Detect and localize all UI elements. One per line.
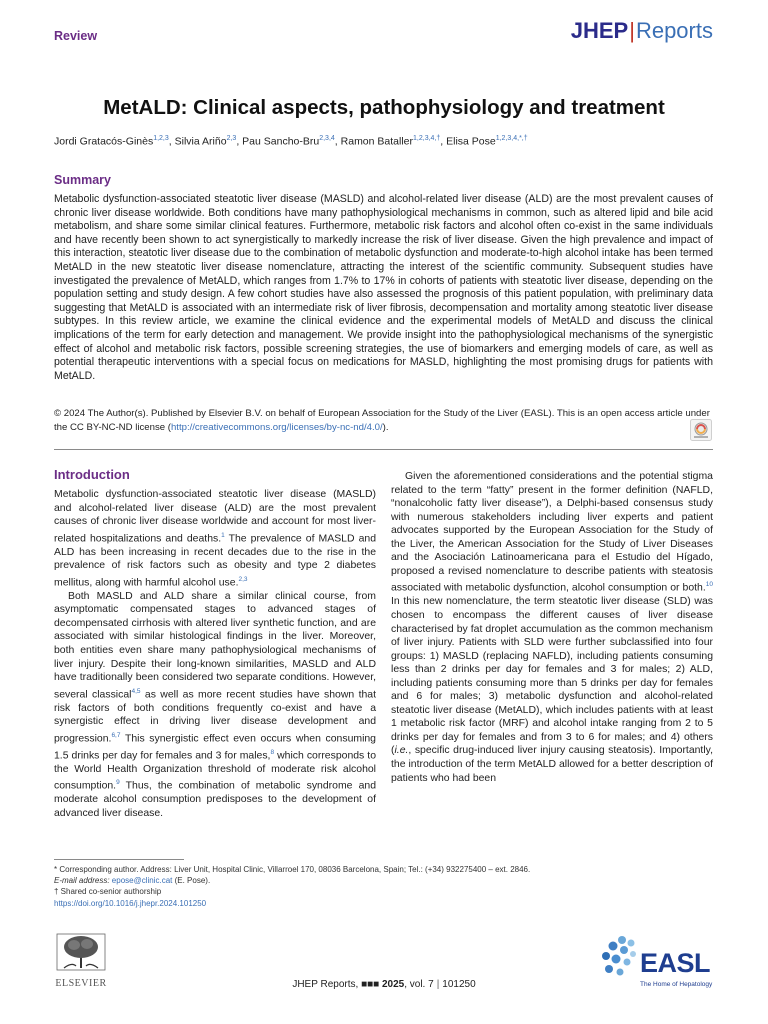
author-list: [54, 135, 528, 148]
summary-heading: Summary: [54, 173, 111, 187]
email-note: [54, 875, 530, 886]
journal-separator: |: [629, 18, 635, 43]
body-paragraph: [54, 488, 376, 590]
author-affiliations[interactable]: 1,2,3: [153, 135, 169, 142]
section-label: Review: [54, 29, 98, 43]
citation-ref[interactable]: 4,5: [131, 687, 141, 695]
paragraph-text: Metabolic dysfunction-associated steatotic liver disease (MASLD) and alcohol-related liver disease (ALD) are the most prevalent causes of chronic liver disease worldwide and account for most liver-related hospitalizations and deaths.: [54, 489, 376, 545]
paragraph-text: as well as more recent studies have shown that risk factors of both conditions frequently co-exist and have a synergistic effect in driving liver disease development and progression.: [54, 689, 376, 745]
citation-ref[interactable]: 6,7: [111, 731, 121, 739]
easl-wordmark: EASL: [640, 948, 711, 978]
author-name: Elisa Pose: [446, 135, 496, 148]
author-name: Pau Sancho-Bru: [242, 135, 320, 148]
publisher-name: ELSEVIER: [55, 978, 107, 989]
footer-article-number: 101250: [442, 979, 476, 990]
author-name: Jordi Gratacós-Ginès: [54, 135, 154, 148]
check-for-updates-icon[interactable]: [690, 419, 712, 441]
copyright-notice: [54, 407, 713, 434]
email-link[interactable]: epose@clinic.cat: [111, 876, 173, 886]
author-affiliations[interactable]: 2,3,4: [319, 135, 335, 142]
article-title: MetALD: Clinical aspects, pathophysiology and treatment: [103, 96, 665, 119]
email-label: E-mail address:: [54, 876, 112, 886]
introduction-heading: Introduction: [54, 467, 130, 482]
citation-ref[interactable]: 10: [705, 581, 713, 589]
footer-journal: JHEP Reports,: [292, 979, 362, 990]
email-suffix: (E. Pose).: [172, 876, 211, 886]
author-affiliations[interactable]: 2,3: [226, 135, 237, 142]
author-name: Ramon Bataller: [340, 135, 414, 148]
author-name: Silvia Ariño: [174, 135, 227, 148]
author-affiliations[interactable]: 1,2,3,4,†: [413, 135, 441, 142]
author-separator: ,: [334, 135, 341, 148]
summary-text: Metabolic dysfunction-associated steatotic liver disease (MASLD) and alcohol-related liver disease (ALD) are the most prevalent causes of chronic liver disease worldwide. Both conditions have many pathophysiological mechanisms in common, such as altered lipid and bile acid metabolism, and share some similar clinical features. Furthermore, metabolic risk factors and alcohol often co-exist in the same individuals and have recently been shown to act synergistically to markedly increase the risk of liver disease. Given the high prevalence and impact of this interaction, steatotic liver disease due to the combination of metabolic dysfunction and moderate-to-high alcohol intake has been termed MetALD in the new steatotic liver disease nomenclature, attracting the interest of the scientific community. Subsequent studies have investigated the prevalence of MetALD, which ranges from 1.7% to 17% in cohorts of patients with steatotic liver disease, depending on the population setting and study design. A few cohort studies have also assessed the prognosis of this patient population, with preliminary data suggesting that MetALD is associated with an intermediate risk of liver fibrosis, decompensation and mortality among steatotic liver disease subtypes. In this review article, we examine the clinical evidence and the experimental models of MetALD and discuss the clinical implications of the term for early detection and management. We provide insight into the pathophysiological mechanisms of the synergistic effect of alcohol and metabolic risk factors, possible screening strategies, the use of biomarkers and emerging models of care, as well as potential therapeutic interventions with a special focus on medications for MASLD, highlighting the most promising drugs for patients with MetALD.: [54, 193, 713, 382]
paragraph-text: This synergistic effect even occurs when consuming 1.5 drinks per day for females and 3 for males,: [54, 733, 376, 762]
doi-link[interactable]: https://doi.org/10.1016/j.jhepr.2024.101250: [54, 898, 207, 908]
footer-issue-marks: ■■■: [361, 979, 380, 990]
author-separator: ,: [440, 135, 447, 148]
author-affiliations[interactable]: 1,2,3,4,*,†: [495, 135, 528, 142]
footer-year: 2025: [381, 979, 405, 990]
body-paragraph: [54, 590, 376, 821]
citation-ref[interactable]: 1: [221, 531, 225, 539]
paragraph-text: Thus, the combination of metabolic syndrome and moderate alcohol consumption predisposes to the development of advanced liver disease.: [54, 780, 376, 819]
copyright-text: © 2024 The Author(s). Published by Elsevier B.V. on behalf of European Association for the Study of the Liver (EASL). This is an open access article under the CC BY-NC-ND license (: [54, 408, 710, 433]
paragraph-text: The prevalence of MASLD and ALD has been increasing in recent decades due to the rise in the prevalence of risk factors such as obesity and type 2 diabetes mellitus, along with harmful alcohol use.: [54, 533, 376, 589]
author-separator: ,: [168, 135, 175, 148]
shared-authorship-note: † Shared co-senior authorship: [54, 887, 162, 897]
paragraph-text: Given the aforementioned considerations and the potential stigma related to the term “fatty” present in the former definition (NAFLD, “nonalcoholic fatty liver disease”), a Delphi-based consensus study with numerous stakeholders including liver experts and patient advocates supported by the European Association for the Study of the Liver, the American Association for the Study of Liver Diseases and the Asociación Latinoamericana para el Estudio del Hígado, proposed a revised nomenclature to describe patients with steatosis associated with metabolic dysfunction, alcohol consumption or both.: [391, 471, 713, 594]
corresponding-author-note: * Corresponding author. Address: Liver Unit, Hospital Clinic, Villarroel 170, 08036 Barcelona, Spain; Tel.: (+34) 932275400 – ext. 2846.: [54, 865, 531, 874]
citation-ref[interactable]: 8: [270, 748, 275, 756]
italic-text: i.e.: [394, 745, 409, 757]
body-column-right: [391, 470, 713, 785]
journal-name-part1: JHEP: [570, 18, 629, 43]
footer-volume: , vol. 7: [404, 979, 434, 990]
journal-name-part2: Reports: [635, 18, 713, 43]
body-column-left: [54, 488, 376, 820]
easl-dots-icon: [600, 934, 640, 980]
citation-ref[interactable]: 9: [116, 779, 120, 787]
journal-logo: [571, 18, 713, 44]
easl-tagline: The Home of Hepatology: [640, 981, 713, 988]
footnote-divider: [54, 859, 184, 860]
paragraph-text: Both MASLD and ALD share a similar clinical course, from asymptomatic compensated stages to advanced stages of decompensated cirrhosis with altered liver synthetic function, and are associated with similar histological findings in the liver. Moreover, both entities even share many pathophysiological mechanisms of liver injury. Despite their long-known similarities, MASLD and ALD have traditionally been considered two separate conditions. However, several classical: [54, 590, 376, 701]
footnotes: [54, 864, 530, 909]
easl-logo: [600, 934, 715, 996]
elsevier-tree-icon: [54, 932, 108, 972]
footer-separator: |: [436, 979, 440, 990]
license-link[interactable]: http://creativecommons.org/licenses/by-nc-nd/4.0/: [170, 421, 383, 433]
paragraph-text: , specific drug-induced liver injury causing steatosis). Importantly, the introduction of the term MetALD allowed for a better description of patients who had been: [391, 745, 713, 784]
author-separator: ,: [236, 135, 243, 148]
paragraph-text: In this new nomenclature, the term steatotic liver disease (SLD) was chosen to encompass the different causes of liver disease characterised by fat droplet accumulation as the common mechanism of liver injury. Patients with SLD were further subclassified into four groups: 1) MASLD (replacing NAFLD), including patients consuming less than 2 drinks per day for females and 3 for males; 2) ALD, including patients consuming more than 5 drinks per day for females and 6 for males; 3) metabolic dysfunction and alcohol-related steatotic liver disease (MetALD), which includes patients with at least 1 metabolic risk factor (MRF) and alcohol intake ranging from 2 to 5 drinks per day for females and from 3 to 6 for males; and 4) others (: [391, 596, 713, 757]
body-paragraph: [391, 470, 713, 785]
paragraph-text: which corresponds to the World Health Organization threshold of moderate risk alcohol consumption.: [54, 750, 377, 792]
copyright-end: ).: [382, 421, 389, 433]
section-divider: [54, 449, 713, 450]
citation-ref[interactable]: 2,3: [238, 575, 248, 583]
